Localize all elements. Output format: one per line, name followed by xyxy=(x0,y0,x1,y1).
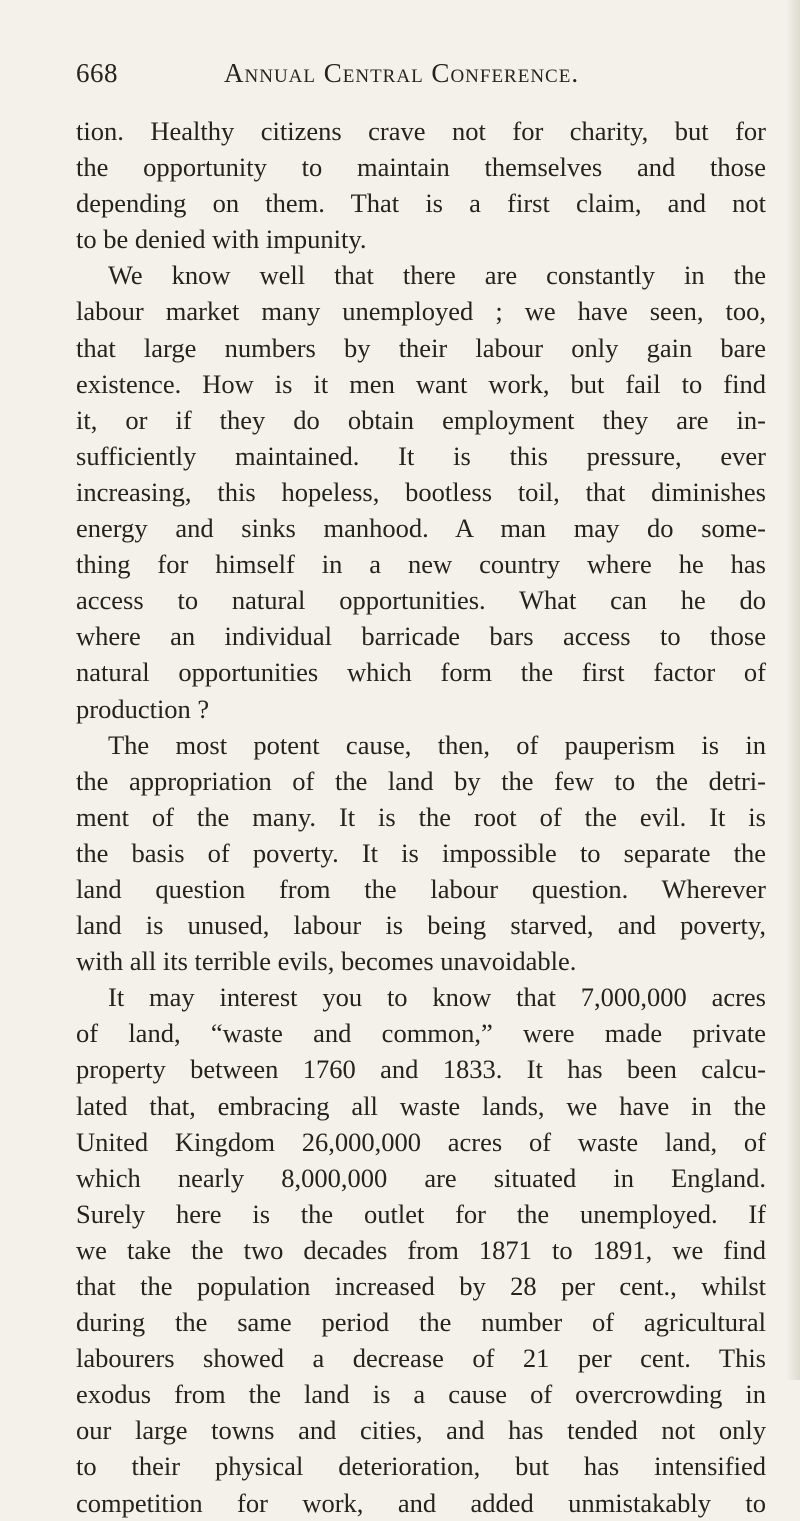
text-line: it, or if they do obtain employment they are in- xyxy=(76,404,766,435)
text-line: that large numbers by their labour only gain bare xyxy=(76,332,766,363)
text-line: with all its terrible evils, becomes unavoidable. xyxy=(76,946,577,977)
text-line: Surely here is the outlet for the unemployed. If xyxy=(76,1198,766,1229)
text-line: we take the two decades from 1871 to 1891, we find xyxy=(76,1234,766,1265)
text-line: thing for himself in a new country where he has xyxy=(76,549,766,580)
text-line: the opportunity to maintain themselves and those xyxy=(76,152,766,183)
text-line: sufficiently maintained. It is this pressure, ever xyxy=(76,440,766,471)
page-edge-shadow xyxy=(786,0,800,1380)
text-line: competition for work, and added unmistakably to xyxy=(76,1487,766,1518)
text-line: ment of the many. It is the root of the evil. It is xyxy=(76,801,766,832)
text-line: lated that, embracing all waste lands, we have in the xyxy=(76,1090,766,1121)
text-line: energy and sinks manhood. A man may do some- xyxy=(76,513,766,544)
text-line: the basis of poverty. It is impossible to separate the xyxy=(76,837,766,868)
text-line: property between 1760 and 1833. It has been calcu- xyxy=(76,1054,766,1085)
page-header xyxy=(76,58,736,98)
page-number: 668 xyxy=(76,58,118,88)
text-line: exodus from the land is a cause of overcrowding in xyxy=(76,1379,766,1410)
text-line: The most potent cause, then, of pauperism is in xyxy=(108,729,766,760)
text-line: production ? xyxy=(76,693,210,724)
text-line: the appropriation of the land by the few to the detri- xyxy=(76,765,766,796)
body-text xyxy=(76,113,766,1521)
running-head: Annual Central Conference. xyxy=(224,58,580,88)
text-line: increasing, this hopeless, bootless toil, that diminishes xyxy=(76,476,766,507)
text-line: to be denied with impunity. xyxy=(76,224,367,255)
text-line: where an individual barricade bars access to those xyxy=(76,621,766,652)
text-line: United Kingdom 26,000,000 acres of waste land, of xyxy=(76,1126,766,1157)
text-line: which nearly 8,000,000 are situated in England. xyxy=(76,1162,766,1193)
text-line: to their physical deterioration, but has intensified xyxy=(76,1451,766,1482)
text-line: access to natural opportunities. What can he do xyxy=(76,585,766,616)
text-line: We know well that there are constantly in the xyxy=(108,260,766,291)
text-line: natural opportunities which form the first factor of xyxy=(76,657,766,688)
text-line: depending on them. That is a first claim, and not xyxy=(76,188,766,219)
text-line: tion. Healthy citizens crave not for charity, but for xyxy=(76,116,766,146)
text-line: that the population increased by 28 per cent., whilst xyxy=(76,1271,766,1301)
text-line: existence. How is it men want work, but fail to find xyxy=(76,368,766,399)
text-line: of land, “waste and common,” were made private xyxy=(76,1018,766,1049)
text-line: It may interest you to know that 7,000,000 acres xyxy=(108,982,766,1013)
text-line: labour market many unemployed ; we have seen, too, xyxy=(76,296,766,327)
text-line: land question from the labour question. Wherever xyxy=(76,873,766,904)
text-line: labourers showed a decrease of 21 per cent. This xyxy=(76,1343,766,1374)
text-line: during the same period the number of agricultural xyxy=(76,1307,766,1338)
text-line: land is unused, labour is being starved, and poverty, xyxy=(76,910,766,941)
text-line: our large towns and cities, and has tended not only xyxy=(76,1415,766,1446)
